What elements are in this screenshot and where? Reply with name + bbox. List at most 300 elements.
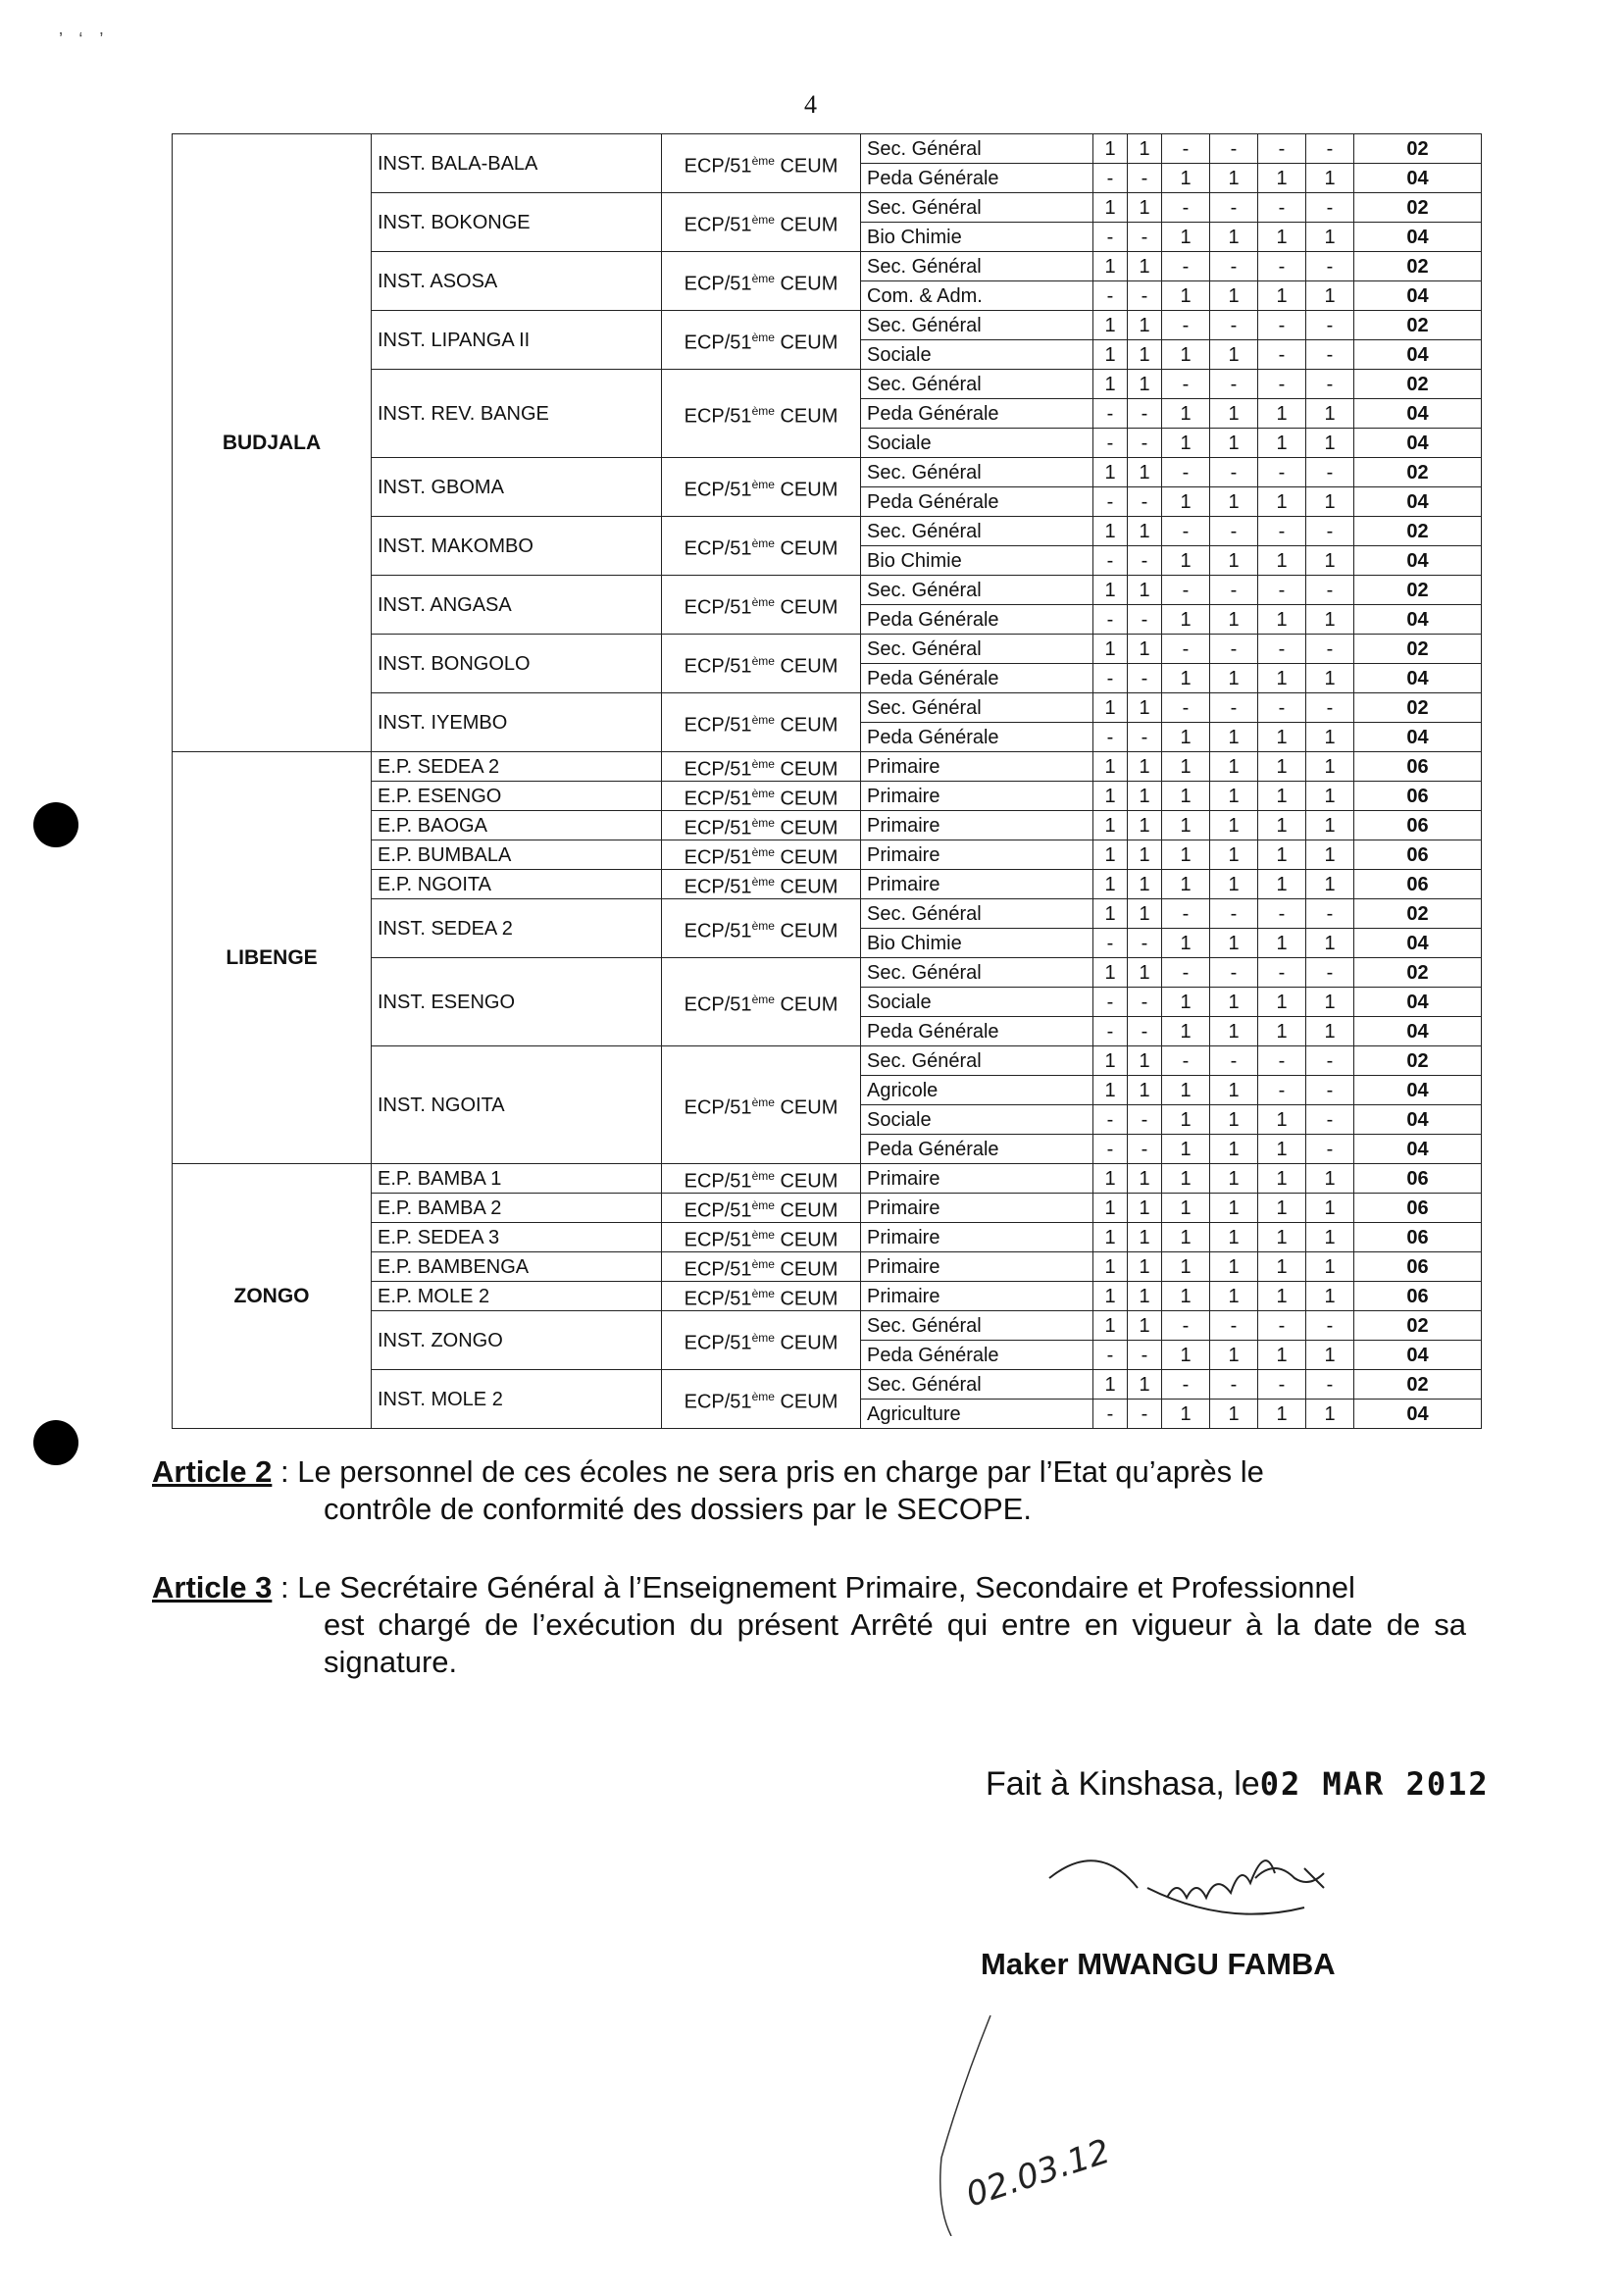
grade-value: 1: [1306, 929, 1354, 958]
option-name: Sociale: [861, 429, 1093, 458]
row-total: 02: [1354, 1370, 1482, 1400]
grade-value: 1: [1306, 487, 1354, 517]
region-name: ZONGO: [173, 1164, 372, 1429]
school-code: ECP/51ème CEUM: [662, 840, 861, 870]
grade-value: 1: [1258, 840, 1306, 870]
row-total: 06: [1354, 782, 1482, 811]
row-total: 02: [1354, 311, 1482, 340]
grade-value: 1: [1093, 193, 1128, 223]
school-name: INST. ANGASA: [372, 576, 662, 635]
grade-value: 1: [1210, 1076, 1258, 1105]
row-total: 06: [1354, 1282, 1482, 1311]
grade-value: 1: [1162, 340, 1210, 370]
grade-value: -: [1093, 1105, 1128, 1135]
school-code: ECP/51ème CEUM: [662, 576, 861, 635]
grade-value: -: [1093, 723, 1128, 752]
grade-value: 1: [1210, 782, 1258, 811]
grade-value: 1: [1210, 1252, 1258, 1282]
grade-value: 1: [1093, 1282, 1128, 1311]
row-total: 02: [1354, 635, 1482, 664]
code-superscript: ème: [751, 756, 775, 771]
row-total: 04: [1354, 281, 1482, 311]
grade-value: -: [1210, 1046, 1258, 1076]
code-superscript: ème: [751, 918, 775, 933]
grade-value: -: [1162, 693, 1210, 723]
grade-value: 1: [1306, 1341, 1354, 1370]
grade-value: -: [1093, 1400, 1128, 1429]
grade-value: -: [1258, 193, 1306, 223]
school-code: ECP/51ème CEUM: [662, 1311, 861, 1370]
row-total: 04: [1354, 546, 1482, 576]
code-superscript: ème: [751, 594, 775, 609]
grade-value: -: [1306, 958, 1354, 988]
option-name: Primaire: [861, 1282, 1093, 1311]
school-name: E.P. SEDEA 2: [372, 752, 662, 782]
grade-value: 1: [1210, 605, 1258, 635]
option-name: Sec. Général: [861, 635, 1093, 664]
grade-value: 1: [1093, 752, 1128, 782]
grade-value: -: [1162, 1046, 1210, 1076]
grade-value: 1: [1258, 429, 1306, 458]
grade-value: 1: [1258, 223, 1306, 252]
grade-value: -: [1093, 223, 1128, 252]
option-name: Com. & Adm.: [861, 281, 1093, 311]
grade-value: -: [1210, 958, 1258, 988]
school-code: ECP/51ème CEUM: [662, 193, 861, 252]
school-code: ECP/51ème CEUM: [662, 311, 861, 370]
grade-value: -: [1128, 1105, 1162, 1135]
grade-value: 1: [1306, 223, 1354, 252]
code-superscript: ème: [751, 477, 775, 491]
option-name: Peda Générale: [861, 1017, 1093, 1046]
grade-value: 1: [1162, 1252, 1210, 1282]
option-name: Peda Générale: [861, 487, 1093, 517]
school-code: ECP/51ème CEUM: [662, 693, 861, 752]
grade-value: 1: [1128, 811, 1162, 840]
grade-value: 1: [1093, 693, 1128, 723]
grade-value: -: [1306, 1135, 1354, 1164]
school-name: INST. BONGOLO: [372, 635, 662, 693]
grade-value: 1: [1128, 576, 1162, 605]
grade-value: 1: [1210, 870, 1258, 899]
row-total: 02: [1354, 458, 1482, 487]
row-total: 04: [1354, 1017, 1482, 1046]
school-name: E.P. BUMBALA: [372, 840, 662, 870]
school-code: ECP/51ème CEUM: [662, 370, 861, 458]
grade-value: 1: [1093, 1164, 1128, 1194]
option-name: Peda Générale: [861, 164, 1093, 193]
grade-value: -: [1162, 1311, 1210, 1341]
grade-value: -: [1258, 635, 1306, 664]
grade-value: -: [1128, 223, 1162, 252]
grade-value: 1: [1128, 1311, 1162, 1341]
grade-value: 1: [1162, 429, 1210, 458]
option-name: Sec. Général: [861, 958, 1093, 988]
option-name: Sec. Général: [861, 311, 1093, 340]
row-total: 04: [1354, 1400, 1482, 1429]
code-superscript: ème: [751, 1389, 775, 1403]
grade-value: -: [1210, 899, 1258, 929]
grade-value: -: [1093, 1135, 1128, 1164]
grade-value: 1: [1093, 1252, 1128, 1282]
grade-value: 1: [1306, 1164, 1354, 1194]
grade-value: 1: [1128, 958, 1162, 988]
grade-value: 1: [1210, 399, 1258, 429]
grade-value: 1: [1128, 1282, 1162, 1311]
grade-value: 1: [1093, 1223, 1128, 1252]
grade-value: -: [1128, 487, 1162, 517]
grade-value: 1: [1093, 1076, 1128, 1105]
grade-value: 1: [1128, 1252, 1162, 1282]
grade-value: -: [1210, 311, 1258, 340]
grade-value: 1: [1210, 1194, 1258, 1223]
grade-value: 1: [1093, 340, 1128, 370]
grade-value: 1: [1162, 164, 1210, 193]
school-code: ECP/51ème CEUM: [662, 1370, 861, 1429]
school-code: ECP/51ème CEUM: [662, 134, 861, 193]
row-total: 06: [1354, 811, 1482, 840]
option-name: Agricole: [861, 1076, 1093, 1105]
option-name: Sec. Général: [861, 193, 1093, 223]
grade-value: 1: [1210, 164, 1258, 193]
grade-value: -: [1093, 1341, 1128, 1370]
grade-value: -: [1162, 1370, 1210, 1400]
row-total: 04: [1354, 723, 1482, 752]
row-total: 04: [1354, 1105, 1482, 1135]
grade-value: -: [1128, 429, 1162, 458]
grade-value: -: [1258, 370, 1306, 399]
grade-value: 1: [1162, 1194, 1210, 1223]
grade-value: 1: [1093, 517, 1128, 546]
grade-value: 1: [1093, 1046, 1128, 1076]
grade-value: 1: [1093, 870, 1128, 899]
grade-value: -: [1258, 252, 1306, 281]
row-total: 04: [1354, 929, 1482, 958]
school-name: E.P. BAMBENGA: [372, 1252, 662, 1282]
code-superscript: ème: [751, 815, 775, 830]
grade-value: 1: [1210, 723, 1258, 752]
option-name: Sec. Général: [861, 693, 1093, 723]
option-name: Sec. Général: [861, 370, 1093, 399]
article-3-text-first: Le Secrétaire Général à l’Enseignement Primaire, Secondaire et Professionnel: [297, 1570, 1355, 1604]
school-code: ECP/51ème CEUM: [662, 1282, 861, 1311]
grade-value: 1: [1210, 223, 1258, 252]
option-name: Primaire: [861, 752, 1093, 782]
grade-value: 1: [1306, 870, 1354, 899]
grade-value: 1: [1128, 1370, 1162, 1400]
grade-value: 1: [1162, 1341, 1210, 1370]
grade-value: 1: [1210, 340, 1258, 370]
school-code: ECP/51ème CEUM: [662, 752, 861, 782]
grade-value: 1: [1306, 782, 1354, 811]
grade-value: 1: [1258, 1194, 1306, 1223]
grade-value: 1: [1093, 1311, 1128, 1341]
row-total: 02: [1354, 252, 1482, 281]
grade-value: 1: [1306, 723, 1354, 752]
region-name: LIBENGE: [173, 752, 372, 1164]
grade-value: -: [1162, 635, 1210, 664]
grade-value: 1: [1162, 399, 1210, 429]
article-2: Article 2 : Le personnel de ces écoles ne sera pris en charge par l’Etat qu’après le contrôle de conformité des dossiers par le SECOPE.: [152, 1453, 1466, 1528]
school-name: INST. LIPANGA II: [372, 311, 662, 370]
code-superscript: ème: [751, 874, 775, 889]
page-specks: ’ ‘ ’: [59, 29, 110, 49]
grade-value: -: [1258, 458, 1306, 487]
grade-value: 1: [1258, 664, 1306, 693]
grade-value: 1: [1093, 958, 1128, 988]
grade-value: -: [1210, 1311, 1258, 1341]
option-name: Primaire: [861, 1252, 1093, 1282]
grade-value: 1: [1258, 1223, 1306, 1252]
option-name: Peda Générale: [861, 605, 1093, 635]
code-superscript: ème: [751, 330, 775, 344]
grade-value: 1: [1093, 252, 1128, 281]
grade-value: -: [1306, 693, 1354, 723]
code-superscript: ème: [751, 786, 775, 800]
school-name: INST. MOLE 2: [372, 1370, 662, 1429]
option-name: Sec. Général: [861, 576, 1093, 605]
grade-value: -: [1210, 635, 1258, 664]
school-name: E.P. BAOGA: [372, 811, 662, 840]
grade-value: 1: [1258, 281, 1306, 311]
grade-value: 1: [1093, 576, 1128, 605]
grade-value: -: [1128, 1135, 1162, 1164]
grade-value: 1: [1093, 811, 1128, 840]
school-name: INST. BOKONGE: [372, 193, 662, 252]
grade-value: 1: [1128, 752, 1162, 782]
grade-value: -: [1128, 1017, 1162, 1046]
school-name: INST. ZONGO: [372, 1311, 662, 1370]
date-stamp: 02 MAR 2012: [1259, 1765, 1490, 1803]
grade-value: -: [1306, 193, 1354, 223]
grade-value: 1: [1162, 223, 1210, 252]
grade-value: 1: [1128, 193, 1162, 223]
grade-value: 1: [1128, 870, 1162, 899]
option-name: Sec. Général: [861, 1311, 1093, 1341]
grade-value: -: [1162, 958, 1210, 988]
grade-value: -: [1128, 1341, 1162, 1370]
option-name: Primaire: [861, 811, 1093, 840]
article-2-label: Article 2: [152, 1454, 273, 1489]
grade-value: -: [1210, 517, 1258, 546]
grade-value: -: [1306, 252, 1354, 281]
grade-value: 1: [1128, 1046, 1162, 1076]
grade-value: -: [1093, 605, 1128, 635]
grade-value: 1: [1128, 252, 1162, 281]
row-total: 02: [1354, 958, 1482, 988]
grade-value: -: [1093, 429, 1128, 458]
grade-value: -: [1093, 164, 1128, 193]
grade-value: 1: [1093, 370, 1128, 399]
row-total: 04: [1354, 605, 1482, 635]
school-name: INST. REV. BANGE: [372, 370, 662, 458]
grade-value: 1: [1306, 988, 1354, 1017]
grade-value: 1: [1258, 1341, 1306, 1370]
grade-value: 1: [1162, 988, 1210, 1017]
grade-value: -: [1093, 281, 1128, 311]
grade-value: -: [1210, 458, 1258, 487]
grade-value: 1: [1306, 1223, 1354, 1252]
handwritten-date: [912, 2011, 1206, 2236]
row-total: 06: [1354, 870, 1482, 899]
grade-value: 1: [1306, 1252, 1354, 1282]
school-name: INST. NGOITA: [372, 1046, 662, 1164]
grade-value: 1: [1128, 311, 1162, 340]
school-name: E.P. MOLE 2: [372, 1282, 662, 1311]
grade-value: 1: [1128, 782, 1162, 811]
grade-value: 1: [1210, 546, 1258, 576]
grade-value: -: [1128, 399, 1162, 429]
grade-value: -: [1258, 958, 1306, 988]
grade-value: 1: [1306, 664, 1354, 693]
grade-value: -: [1306, 1076, 1354, 1105]
grade-value: -: [1093, 487, 1128, 517]
grade-value: 1: [1306, 546, 1354, 576]
signer-name: Maker MWANGU FAMBA: [981, 1947, 1336, 1981]
grade-value: -: [1306, 1370, 1354, 1400]
table-row: [173, 1164, 1482, 1194]
grade-value: 1: [1128, 458, 1162, 487]
row-total: 04: [1354, 223, 1482, 252]
grade-value: -: [1210, 193, 1258, 223]
grade-value: 1: [1258, 988, 1306, 1017]
grade-value: 1: [1306, 1282, 1354, 1311]
grade-value: 1: [1210, 1400, 1258, 1429]
grade-value: -: [1258, 311, 1306, 340]
table-row: [173, 752, 1482, 782]
option-name: Primaire: [861, 870, 1093, 899]
grade-value: -: [1128, 164, 1162, 193]
grade-value: 1: [1162, 870, 1210, 899]
grade-value: 1: [1210, 1105, 1258, 1135]
grade-value: 1: [1093, 782, 1128, 811]
option-name: Sec. Général: [861, 899, 1093, 929]
grade-value: 1: [1306, 429, 1354, 458]
grade-value: 1: [1258, 487, 1306, 517]
grade-value: -: [1162, 193, 1210, 223]
school-code: ECP/51ème CEUM: [662, 458, 861, 517]
school-code: ECP/51ème CEUM: [662, 1164, 861, 1194]
grade-value: 1: [1162, 605, 1210, 635]
code-superscript: ème: [751, 212, 775, 227]
code-superscript: ème: [751, 992, 775, 1006]
grade-value: -: [1258, 693, 1306, 723]
row-total: 02: [1354, 134, 1482, 164]
code-superscript: ème: [751, 1330, 775, 1345]
school-name: E.P. SEDEA 3: [372, 1223, 662, 1252]
option-name: Peda Générale: [861, 1341, 1093, 1370]
grade-value: -: [1162, 370, 1210, 399]
grade-value: 1: [1258, 605, 1306, 635]
grade-value: -: [1306, 576, 1354, 605]
row-total: 02: [1354, 370, 1482, 399]
option-name: Sec. Général: [861, 1370, 1093, 1400]
grade-value: -: [1128, 281, 1162, 311]
grade-value: -: [1306, 635, 1354, 664]
grade-value: -: [1128, 988, 1162, 1017]
grade-value: 1: [1162, 1105, 1210, 1135]
grade-value: 1: [1128, 340, 1162, 370]
option-name: Primaire: [861, 1223, 1093, 1252]
grade-value: 1: [1210, 664, 1258, 693]
grade-value: 1: [1210, 1164, 1258, 1194]
grade-value: -: [1128, 605, 1162, 635]
grade-value: 1: [1258, 1400, 1306, 1429]
grade-value: 1: [1128, 370, 1162, 399]
place-label: Fait à Kinshasa, le: [986, 1765, 1260, 1803]
code-superscript: ème: [751, 1095, 775, 1109]
grade-value: -: [1162, 517, 1210, 546]
grade-value: 1: [1162, 752, 1210, 782]
code-superscript: ème: [751, 1286, 775, 1300]
school-code: ECP/51ème CEUM: [662, 899, 861, 958]
grade-value: 1: [1210, 752, 1258, 782]
row-total: 04: [1354, 988, 1482, 1017]
grade-value: -: [1162, 899, 1210, 929]
grade-value: 1: [1162, 664, 1210, 693]
page-number: 4: [804, 90, 817, 119]
grade-value: 1: [1258, 399, 1306, 429]
grade-value: -: [1162, 458, 1210, 487]
grade-value: 1: [1093, 311, 1128, 340]
code-superscript: ème: [751, 653, 775, 668]
grade-value: -: [1210, 576, 1258, 605]
grade-value: -: [1162, 134, 1210, 164]
grade-value: 1: [1306, 281, 1354, 311]
article-3: Article 3 : Le Secrétaire Général à l’Enseignement Primaire, Secondaire et Professionnel est chargé de l’exécution du présent Arrêté qui entre en vigueur à la date de sa signature.: [152, 1570, 1466, 1679]
grade-value: 1: [1128, 1223, 1162, 1252]
grade-value: 1: [1162, 487, 1210, 517]
grade-value: -: [1306, 1046, 1354, 1076]
school-name: INST. MAKOMBO: [372, 517, 662, 576]
grade-value: -: [1306, 311, 1354, 340]
grade-value: -: [1093, 664, 1128, 693]
option-name: Agriculture: [861, 1400, 1093, 1429]
option-name: Peda Générale: [861, 1135, 1093, 1164]
grade-value: -: [1210, 1370, 1258, 1400]
row-total: 02: [1354, 899, 1482, 929]
option-name: Sec. Général: [861, 134, 1093, 164]
grade-value: -: [1258, 1311, 1306, 1341]
row-total: 06: [1354, 752, 1482, 782]
grade-value: -: [1128, 1400, 1162, 1429]
grade-value: 1: [1128, 1076, 1162, 1105]
school-code: ECP/51ème CEUM: [662, 1194, 861, 1223]
row-total: 04: [1354, 664, 1482, 693]
grade-value: 1: [1210, 840, 1258, 870]
row-total: 04: [1354, 399, 1482, 429]
grade-value: 1: [1162, 840, 1210, 870]
grade-value: 1: [1258, 811, 1306, 840]
row-total: 04: [1354, 1135, 1482, 1164]
grade-value: -: [1128, 664, 1162, 693]
grade-value: 1: [1258, 1135, 1306, 1164]
grade-value: 1: [1210, 929, 1258, 958]
grade-value: 1: [1093, 134, 1128, 164]
school-name: INST. IYEMBO: [372, 693, 662, 752]
grade-value: 1: [1093, 899, 1128, 929]
row-total: 06: [1354, 1194, 1482, 1223]
grade-value: -: [1258, 517, 1306, 546]
grade-value: -: [1128, 723, 1162, 752]
region-name: BUDJALA: [173, 134, 372, 752]
grade-value: 1: [1162, 929, 1210, 958]
row-total: 04: [1354, 429, 1482, 458]
grade-value: -: [1210, 370, 1258, 399]
option-name: Primaire: [861, 782, 1093, 811]
place-date-line: [986, 1765, 1490, 1804]
grade-value: 1: [1093, 635, 1128, 664]
